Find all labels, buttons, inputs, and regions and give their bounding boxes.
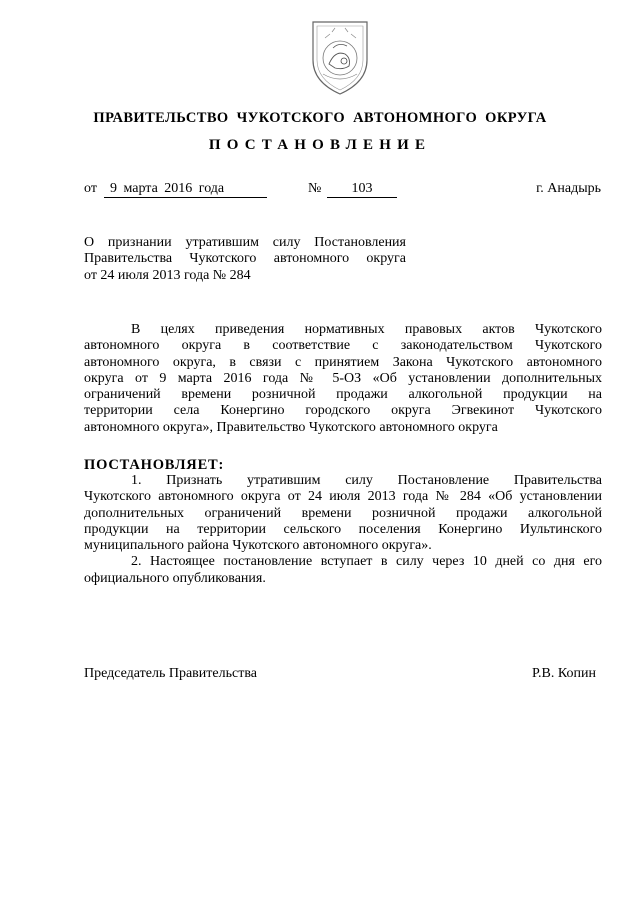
decree-item-1-line: дополнительных ограничений времени розничной продажи алкогольной	[84, 505, 602, 521]
government-title: ПРАВИТЕЛЬСТВО ЧУКОТСКОГО АВТОНОМНОГО ОКРУГА	[93, 110, 547, 126]
preamble-line: В целях приведения нормативных правовых актов Чукотского	[131, 322, 602, 337]
preamble-line: территории села Конергино городского округа Эгвекинот Чукотского	[84, 403, 602, 419]
number-label: №	[308, 181, 322, 196]
preamble-line: автономного округа, в связи с принятием Закона Чукотского автономного	[84, 354, 602, 370]
preamble-line: ограничений времени розничной продажи алкогольной продукции на	[84, 387, 602, 403]
decree-item-1-line: продукции на территории сельского поселения Конергино Иультинского	[84, 521, 602, 537]
preamble	[84, 322, 602, 436]
decree-items	[84, 473, 602, 587]
subject-line: Правительства Чукотского автономного округа	[84, 251, 406, 267]
decree-item-2-line: официального опубликования.	[84, 570, 266, 586]
preamble-line: автономного округа в соответствие с законодательством Чукотского	[84, 338, 602, 354]
signatory-name: Р.В. Копин	[532, 666, 596, 681]
document-city: г. Анадырь	[536, 181, 601, 196]
document-subject	[84, 235, 406, 284]
decree-heading: ПОСТАНОВЛЯЕТ:	[84, 457, 225, 473]
chukotka-coat-of-arms-icon	[299, 14, 381, 98]
date-label: от	[84, 181, 97, 196]
decree-item-2-line: 2. Настоящее постановление вступает в силу через 10 дней со дня его	[131, 554, 602, 570]
document-date: 9 марта 2016 года	[104, 181, 267, 198]
document-number: 103	[327, 181, 397, 198]
decree-item-1-line: 1. Признать утратившим силу Постановление Правительства	[131, 473, 602, 488]
decree-item-1-line: муниципального района Чукотского автономного округа».	[84, 538, 432, 554]
subject-line: от 24 июля 2013 года № 284	[84, 267, 251, 283]
subject-line: О признании утратившим силу Постановления	[84, 235, 406, 250]
decree-item-1-line: Чукотского автономного округа от 24 июля 2013 года № 284 «Об установлении	[84, 489, 602, 505]
preamble-line: автономного округа», Правительство Чукотского автономного округа	[84, 419, 498, 435]
document-type: ПОСТАНОВЛЕНИЕ	[208, 137, 432, 153]
signatory-role: Председатель Правительства	[84, 666, 257, 681]
preamble-line: округа от 9 марта 2016 года № 5-ОЗ «Об установлении дополнительных	[84, 370, 602, 386]
